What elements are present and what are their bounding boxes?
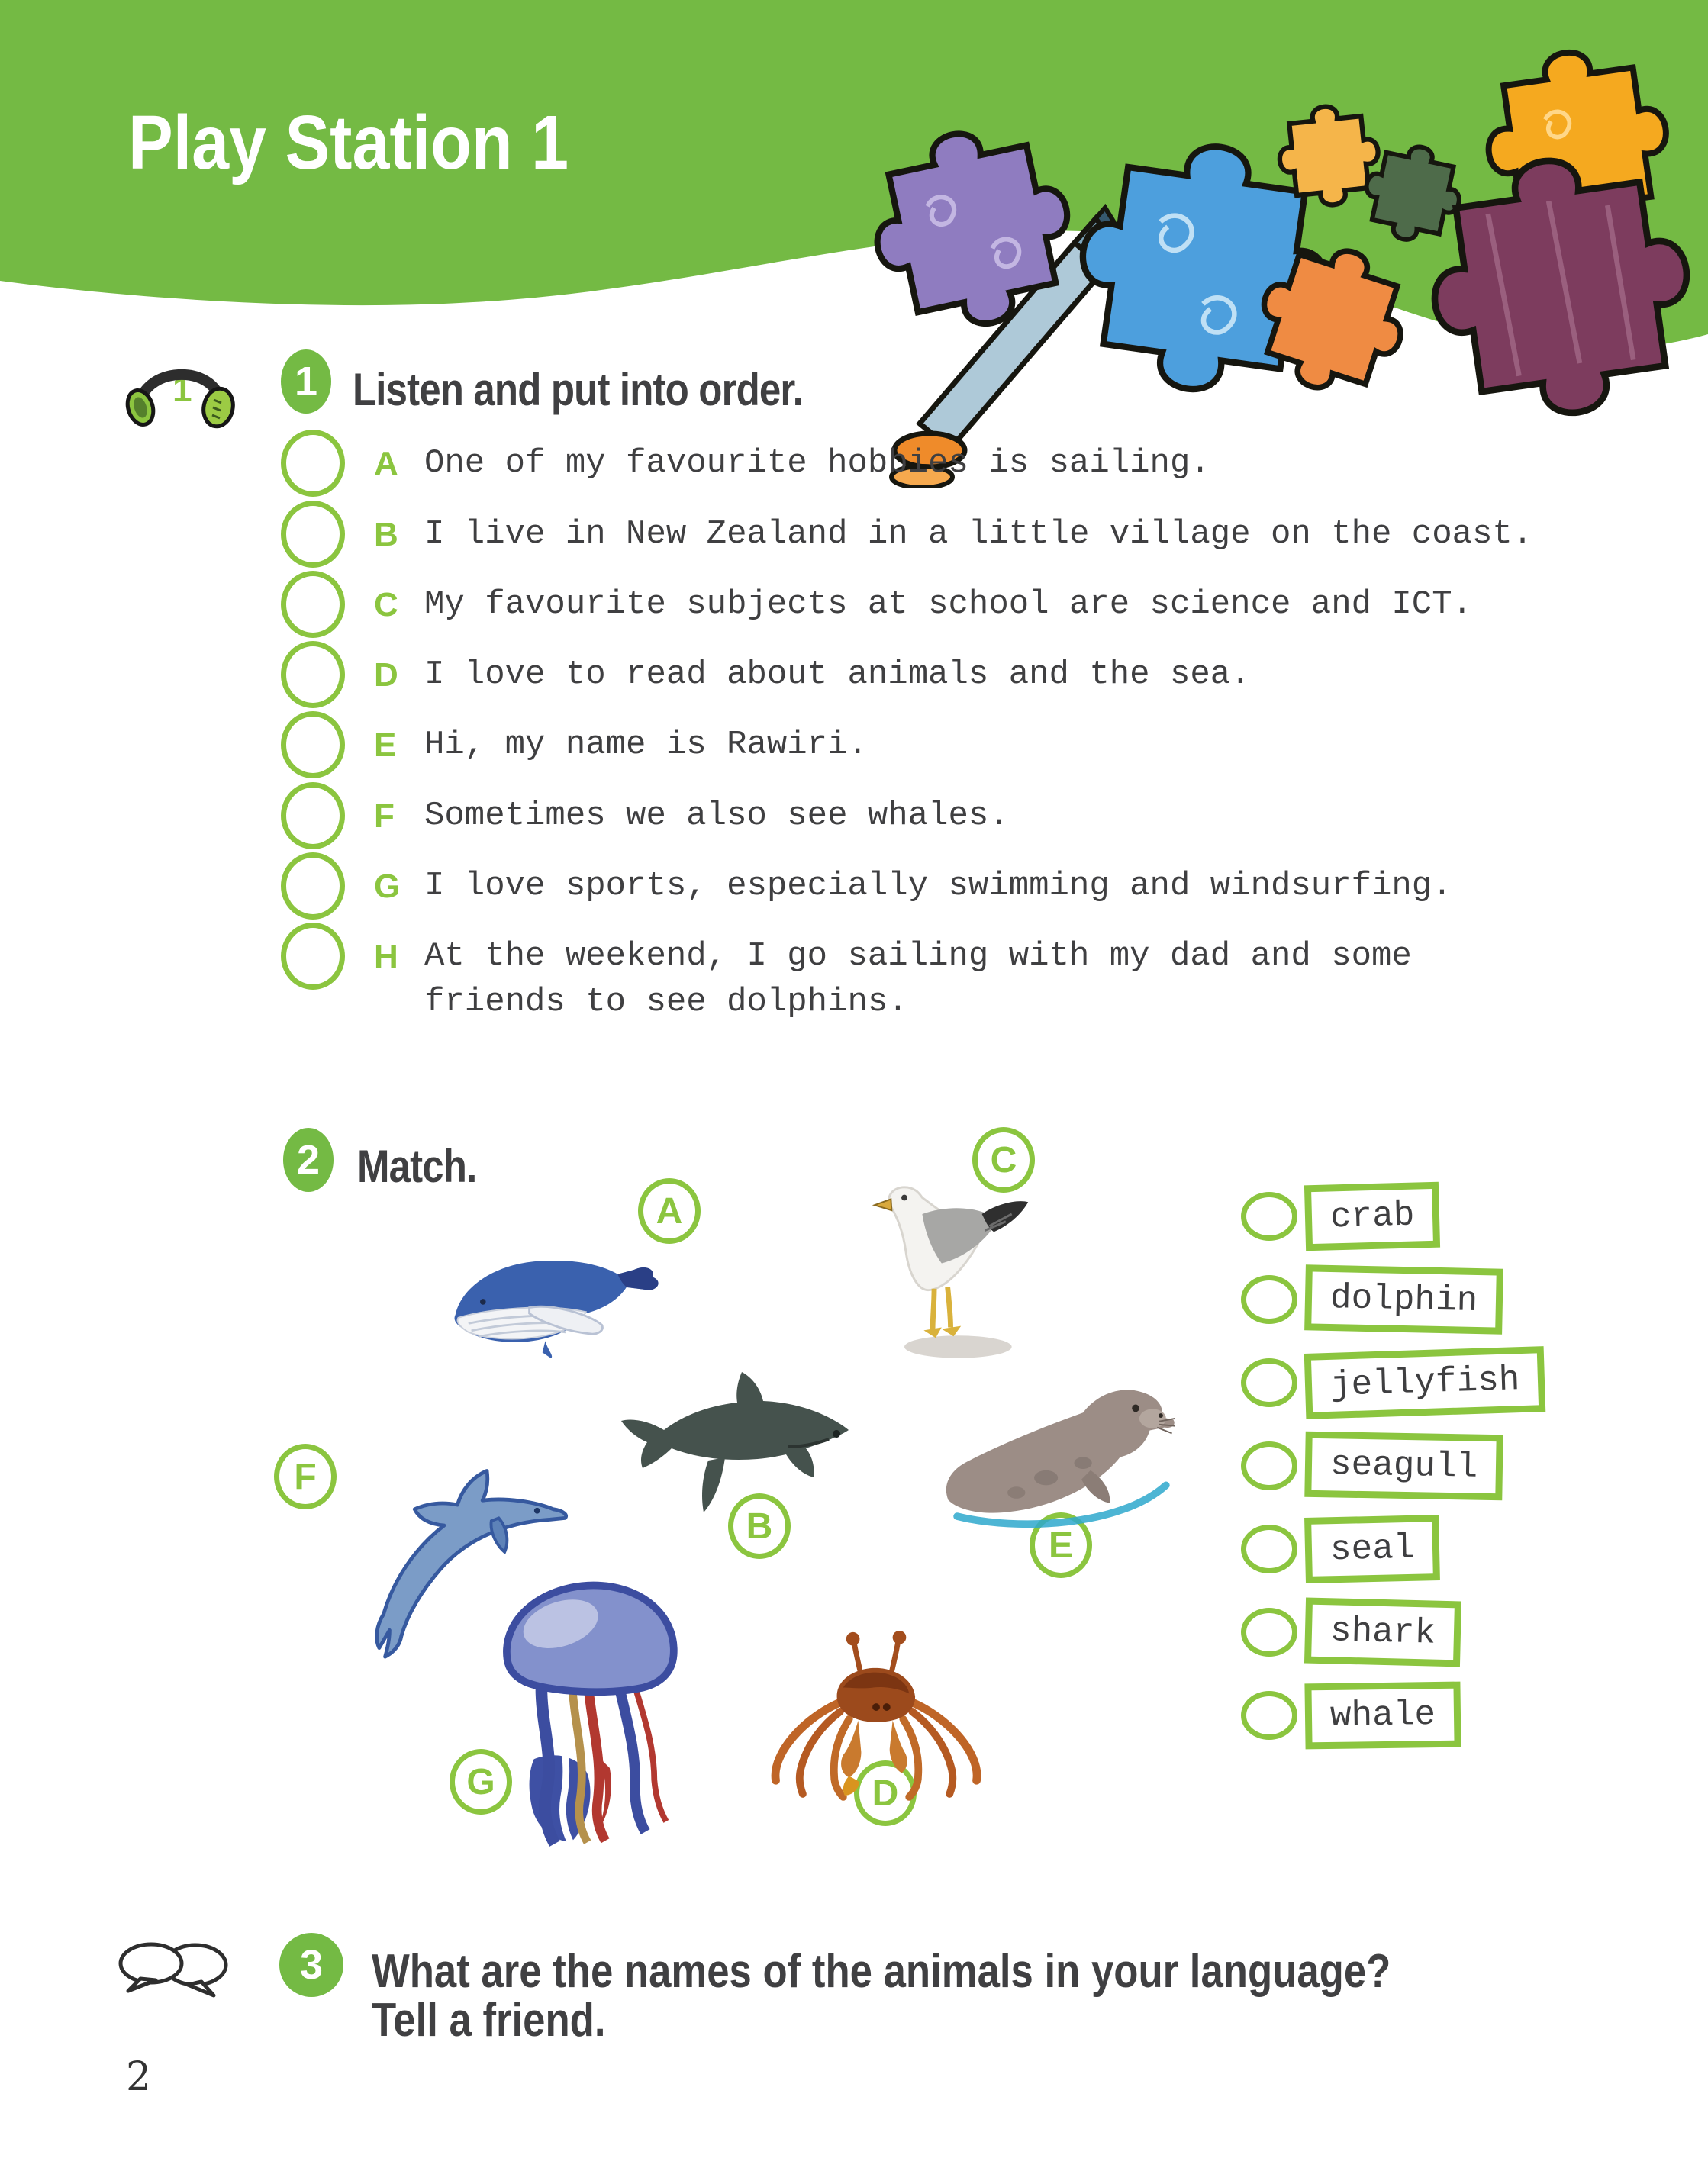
word-row [1241, 1350, 1545, 1416]
label-jellyfish-G: G [450, 1749, 512, 1815]
item-text: Hi, my name is Rawiri. [424, 726, 868, 764]
item-letter: C [374, 586, 398, 623]
svg-text:1: 1 [172, 369, 192, 409]
word-box: jellyfish [1304, 1346, 1546, 1419]
seagull-image [870, 1161, 1034, 1364]
answer-circle-H[interactable] [281, 923, 345, 990]
label-seal-E: E [1030, 1512, 1092, 1578]
seal-image [935, 1374, 1187, 1538]
match-circle-jellyfish[interactable] [1241, 1358, 1297, 1407]
answer-circle-A[interactable] [281, 430, 345, 497]
word-box: whale [1304, 1682, 1461, 1750]
item-letter: B [374, 516, 398, 553]
exercise2-heading: Match. [357, 1141, 477, 1192]
match-circle-whale[interactable] [1241, 1691, 1297, 1740]
word-box: shark [1304, 1598, 1461, 1667]
item-letter: H [374, 938, 398, 975]
exercise3-heading-line1: What are the names of the animals in your language? [372, 1945, 1391, 1998]
match-circle-seal[interactable] [1241, 1525, 1297, 1573]
item-letter: F [374, 797, 395, 835]
label-dolphin-F: F [274, 1444, 337, 1509]
item-letter: D [374, 656, 398, 694]
word-box: seagull [1304, 1432, 1503, 1501]
page-number: 2 [126, 2054, 152, 2100]
word-box: crab [1304, 1182, 1441, 1251]
header-banner [0, 0, 1708, 488]
exercise2-number-badge: 2 [283, 1128, 334, 1192]
word-box: seal [1304, 1515, 1440, 1583]
item-letter: G [374, 868, 401, 905]
shark-image [611, 1366, 855, 1519]
match-circle-seagull[interactable] [1241, 1441, 1297, 1490]
speech-bubbles-icon [116, 1942, 238, 2003]
match-circle-shark[interactable] [1241, 1608, 1297, 1657]
item-text: Sometimes we also see whales. [424, 797, 1009, 835]
label-seagull-C: C [972, 1127, 1035, 1193]
crab-image [763, 1629, 992, 1831]
exercise3-number-badge: 3 [279, 1933, 343, 1997]
word-row [1241, 1516, 1439, 1582]
answer-circle-E[interactable] [281, 711, 345, 778]
item-text: My favourite subjects at school are science and ICT. [424, 585, 1473, 623]
headphones-icon [122, 349, 237, 430]
label-shark-B: B [728, 1493, 791, 1559]
answer-circle-F[interactable] [281, 782, 345, 849]
answer-circle-C[interactable] [281, 571, 345, 638]
whale-image [441, 1242, 664, 1358]
word-row [1241, 1599, 1461, 1665]
jellyfish-image [488, 1572, 698, 1847]
match-circle-crab[interactable] [1241, 1192, 1297, 1241]
exercise1-number-badge: 1 [281, 349, 331, 414]
answer-circle-B[interactable] [281, 501, 345, 568]
word-row [1241, 1267, 1503, 1332]
word-row [1241, 1433, 1503, 1499]
label-crab-D: D [854, 1760, 917, 1826]
answer-circle-D[interactable] [281, 641, 345, 708]
answer-circle-G[interactable] [281, 852, 345, 920]
item-text: One of my favourite hobbies is sailing. [424, 444, 1210, 482]
item-letter: E [374, 726, 397, 764]
word-box: dolphin [1304, 1264, 1503, 1334]
item-text: I love to read about animals and the sea. [424, 655, 1251, 694]
exercise1-heading: Listen and put into order. [353, 364, 803, 415]
word-row [1241, 1184, 1439, 1249]
page-title: Play Station 1 [128, 100, 569, 185]
item-text: I love sports, especially swimming and windsurfing. [424, 867, 1452, 905]
item-text: I live in New Zealand in a little village on the coast. [424, 515, 1533, 553]
item-text: At the weekend, I go sailing with my dad and some friends to see dolphins. [424, 937, 1412, 1021]
item-letter: A [374, 445, 398, 482]
word-row [1241, 1683, 1461, 1748]
exercise3-heading [372, 1947, 1391, 2045]
label-whale-A: A [638, 1178, 701, 1244]
exercise3-heading-line2: Tell a friend. [372, 1994, 606, 2047]
match-circle-dolphin[interactable] [1241, 1275, 1297, 1324]
